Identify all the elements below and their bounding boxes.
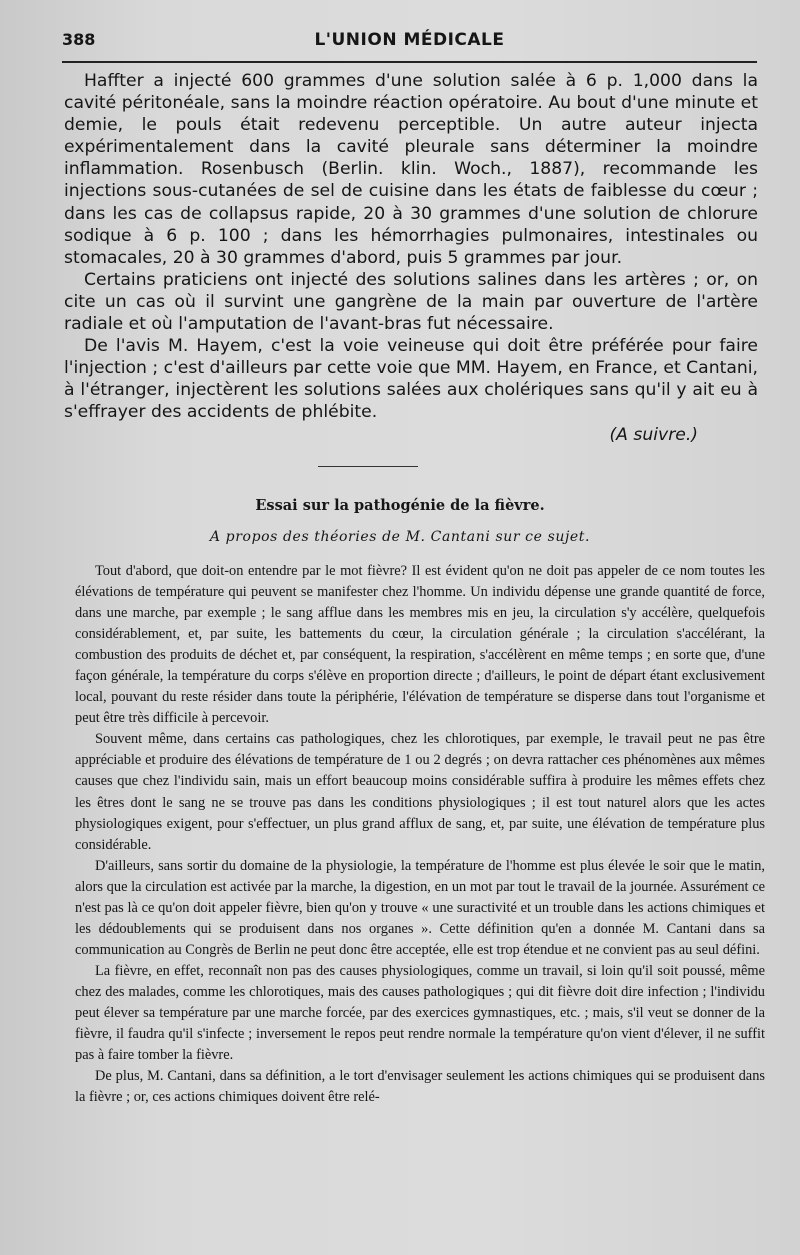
page-header [62,30,757,54]
paragraph: De l'avis M. Hayem, c'est la voie veineuse qui doit être préférée pour faire l'injection ; c'est d'ailleurs par cette voie que MM. Hayem, en France, et Cantani, à l'étranger, injectèrent les solutions salées aux cholériques sans qu'il y ait eu à s'effrayer des accidents de phlébite. [64,336,758,423]
section-separator [318,466,418,467]
page-number: 388 [62,30,96,49]
section-title: Essai sur la pathogénie de la fièvre. [255,497,545,514]
paragraph: Tout d'abord, que doit-on entendre par le mot fièvre? Il est évident qu'on ne doit pas appeler de ce nom toutes les élévations de température qui peuvent se manifester chez l'homme. Un individu dépense une grande quantité de force, dans une marche, par exemple ; le sang afflue dans les membres mis en jeu, la circulation s'y accélère, quelquefois considérablement, et, par suite, les battements du cœur, la circulation générale ; la circulation s'accélérant, la combustion des produits de déchet et, par conséquent, la respiration, s'accélèrent en même temps ; en sorte que, d'une façon générale, la température du corps s'élève en proportion directe ; d'ailleurs, le point de départ étant exclusivement local, pouvant du reste résider dans toute la périphérie, l'élévation de température se disperse dans tout l'organisme et peut être très difficile à percevoir. [75,563,765,727]
paragraph: Certains praticiens ont injecté des solutions salines dans les artères ; or, on cite un cas où il survint une gangrène de la main par ouverture de l'artère radiale et où l'amputation de l'avant-bras fut nécessaire. [64,269,758,335]
paragraph: De plus, M. Cantani, dans sa définition, a le tort d'envisager seulement les actions chimiques qui se produisent dans la fièvre ; or, ces actions chimiques doivent être relé- [75,1068,765,1106]
paragraph: Souvent même, dans certains cas pathologiques, chez les chlorotiques, par exemple, le travail peut ne pas être appréciable et produire des élévations de température de 1 ou 2 degrés ; on devra rattacher ces phénomènes aux mêmes causes que chez l'individu sain, mais un effort beaucoup moins considérable suffira à produire les mêmes effets chez les êtres dont le sang ne se trouve pas dans les conditions physiologiques ; il est tout naturel alors que les actes physiologiques exigent, pour s'effectuer, un plus grand afflux de sang, et, par suite, une élévation de température plus considérable. [75,731,765,853]
section-subtitle: A propos des théories de M. Cantani sur ce sujet. [209,529,591,545]
running-title: L'UNION MÉDICALE [314,30,505,50]
article-body [75,561,765,1108]
paragraph: Haffter a injecté 600 grammes d'une solution salée à 6 p. 1,000 dans la cavité péritonéale, sans la moindre réaction opératoire. Au bout d'une minute et demie, le pouls était redevenu perceptible. Un autre auteur injecta expérimentalement dans la cavité pleurale sans déterminer la moindre inflammation. Rosenbusch (Berlin. klin. Woch., 1887), recommande les injections sous-cutanées de sel de cuisine dans les états de faiblesse du cœur ; dans les cas de collapsus rapide, 20 à 30 grammes d'une solution de chlorure sodique à 6 p. 100 ; dans les hémorrhagies pulmonaires, intestinales ou stomacales, 20 à 30 grammes d'abord, puis 5 grammes par jour. [64,71,758,268]
paragraph: D'ailleurs, sans sortir du domaine de la physiologie, la température de l'homme est plus élevée le soir que le matin, alors que la circulation est activée par la marche, la digestion, en un mot par tout le travail de la journée. Assurément ce n'est pas là ce qu'on doit appeler fièvre, bien qu'on y trouve « une suractivité et un trouble dans les actions chimiques et les dédoublements qui se produisent dans nos organes ». Cette définition qu'en a donnée M. Cantani dans sa communication au Congrès de Berlin ne peut donc être acceptée, elle est trop étendue et ne convient pas au seul défini. [75,857,765,958]
article-continuation [64,70,758,446]
header-rule [62,61,757,63]
to-be-continued: (A suivre.) [609,424,698,445]
paragraph: La fièvre, en effet, reconnaît non pas des causes physiologiques, comme un travail, si loin qu'il soit poussé, même chez des malades, comme les chlorotiques, mais des causes pathologiques ; qui dit fièvre doit dire infection ; l'individu peut élever sa température par une marche forcée, par des exercices gymnastiques, etc. ; mais, s'il veut se donner de la fièvre, il faudra qu'il s'infecte ; inversement le repos peut rendre normale la température qu'on vient d'élever, il ne suffit pas à faire tomber la fièvre. [75,962,765,1064]
